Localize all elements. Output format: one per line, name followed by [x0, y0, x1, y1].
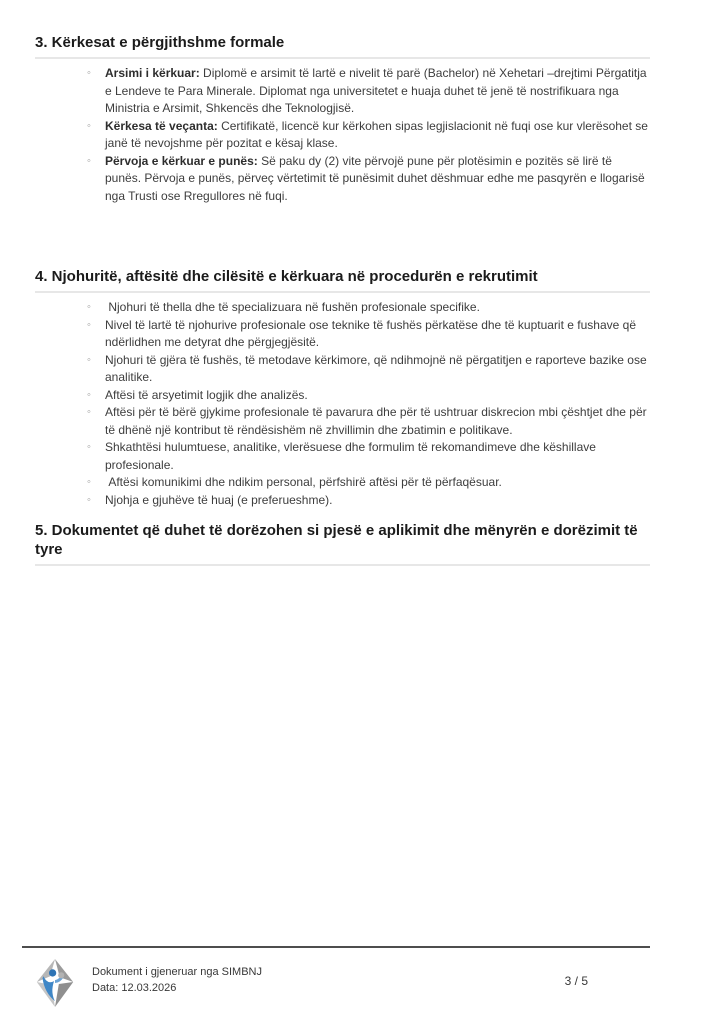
bullet-marker-icon: ◦ — [87, 318, 91, 331]
bullet-text: Njohuri të gjëra të fushës, të metodave kërkimore, që ndihmojnë në përgatitjen e raporteve bazike ose analitike. — [105, 352, 650, 384]
bullet-text: Arsimi i kërkuar: Diplomë e arsimit të lartë e nivelit të parë (Bachelor) në Xehetari –drejtimi Përgatitja e Lendeve te Para Minerale. Diplomat nga universitetet e huaja duhet të jenë të nostrifikuara nga Ministria e Arsimit, Shkencës dhe Teknologjisë. — [105, 66, 650, 115]
section-heading: 4. Njohuritë, aftësitë dhe cilësitë e kërkuara në procedurën e rekrutimit — [35, 267, 650, 293]
footer-date-text: Data: 12.03.2026 — [92, 982, 177, 994]
bullet-item — [35, 387, 650, 405]
bullet-text: Njohuri të thella dhe të specializuara në fushën profesionale specifike. — [105, 300, 480, 314]
bullet-text: Aftësi për të bërë gjykime profesionale të pavarura dhe për të ushtruar diskrecion mbi çështjet dhe për të dhënë një kontribut të rëndësishëm në zhvillimin dhe zbatimin e politikave. — [105, 405, 650, 437]
bullet-marker-icon: ◦ — [87, 441, 91, 453]
bullet-marker-icon: ◦ — [87, 119, 91, 132]
bullet-text: Përvoja e kërkuar e punës: Së paku dy (2) vite përvojë pune për plotësimin e pozitës së lirë të punës. Përvoja e punës, përveç vërtetimit të punësimit duhet dëshmuar edhe me pasqyrën e llogarisë nga Trusti ose Rregullores në fuqi. — [105, 153, 648, 203]
bullet-item — [35, 439, 650, 474]
page-footer — [22, 946, 650, 1008]
bullet-text: Shkathtësi hulumtuese, analitike, vlerësuese dhe formulim të rekomandimeve dhe këshillave profesionale. — [105, 440, 600, 472]
document-section — [35, 267, 650, 509]
bullet-marker-icon: ◦ — [87, 301, 91, 313]
bullet-item — [35, 317, 650, 352]
page-number: 3 / 5 — [564, 974, 588, 988]
bullet-item — [35, 352, 650, 387]
section-heading: 5. Dokumentet që duhet të dorëzohen si pjesë e aplikimit dhe mënyrën e dorëzimit të tyre — [35, 521, 650, 566]
bullet-item — [35, 153, 650, 206]
document-content — [35, 33, 650, 566]
bullet-item — [35, 65, 650, 118]
footer-meta — [92, 964, 262, 996]
bullet-marker-icon: ◦ — [87, 406, 91, 418]
bullet-marker-icon: ◦ — [87, 493, 91, 506]
bullet-marker-icon: ◦ — [87, 388, 91, 401]
bullet-item — [35, 474, 650, 492]
section-heading: 3. Kërkesat e përgjithshme formale — [35, 33, 650, 59]
bullet-item — [35, 299, 650, 317]
document-section — [35, 33, 650, 205]
bullet-marker-icon: ◦ — [87, 154, 91, 167]
bullet-marker-icon: ◦ — [87, 67, 91, 79]
bullet-item — [35, 404, 650, 439]
bullet-item — [35, 118, 650, 153]
footer-row — [22, 948, 650, 1008]
bullet-text: Aftësi komunikimi dhe ndikim personal, përfshirë aftësi për të përfaqësuar. — [105, 475, 502, 489]
document-section — [35, 521, 650, 566]
bullet-list — [35, 299, 650, 509]
footer-generated-text: Dokument i gjeneruar nga SIMBNJ — [92, 966, 262, 978]
bullet-list — [35, 65, 650, 205]
bullet-item — [35, 492, 650, 510]
footer-left — [22, 958, 262, 1008]
simbnj-logo-icon — [32, 958, 78, 1008]
bullet-text: Aftësi të arsyetimit logjik dhe analizës. — [105, 387, 308, 402]
bullet-marker-icon: ◦ — [87, 353, 91, 366]
bullet-text: Njohja e gjuhëve të huaj (e preferueshme). — [105, 492, 333, 507]
bullet-text: Nivel të lartë të njohurive profesionale ose teknike të fushës përkatëse dhe të kuptuarit e fushave që ndërlidhen me detyrat dhe përgjegjësitë. — [105, 317, 640, 349]
bullet-marker-icon: ◦ — [87, 476, 91, 488]
bullet-text: Kërkesa të veçanta: Certifikatë, licencë kur kërkohen sipas legjislacionit në fuqi ose kur vlerësohet se janë të nevojshme për pozitat e kësaj klase. — [105, 118, 652, 150]
